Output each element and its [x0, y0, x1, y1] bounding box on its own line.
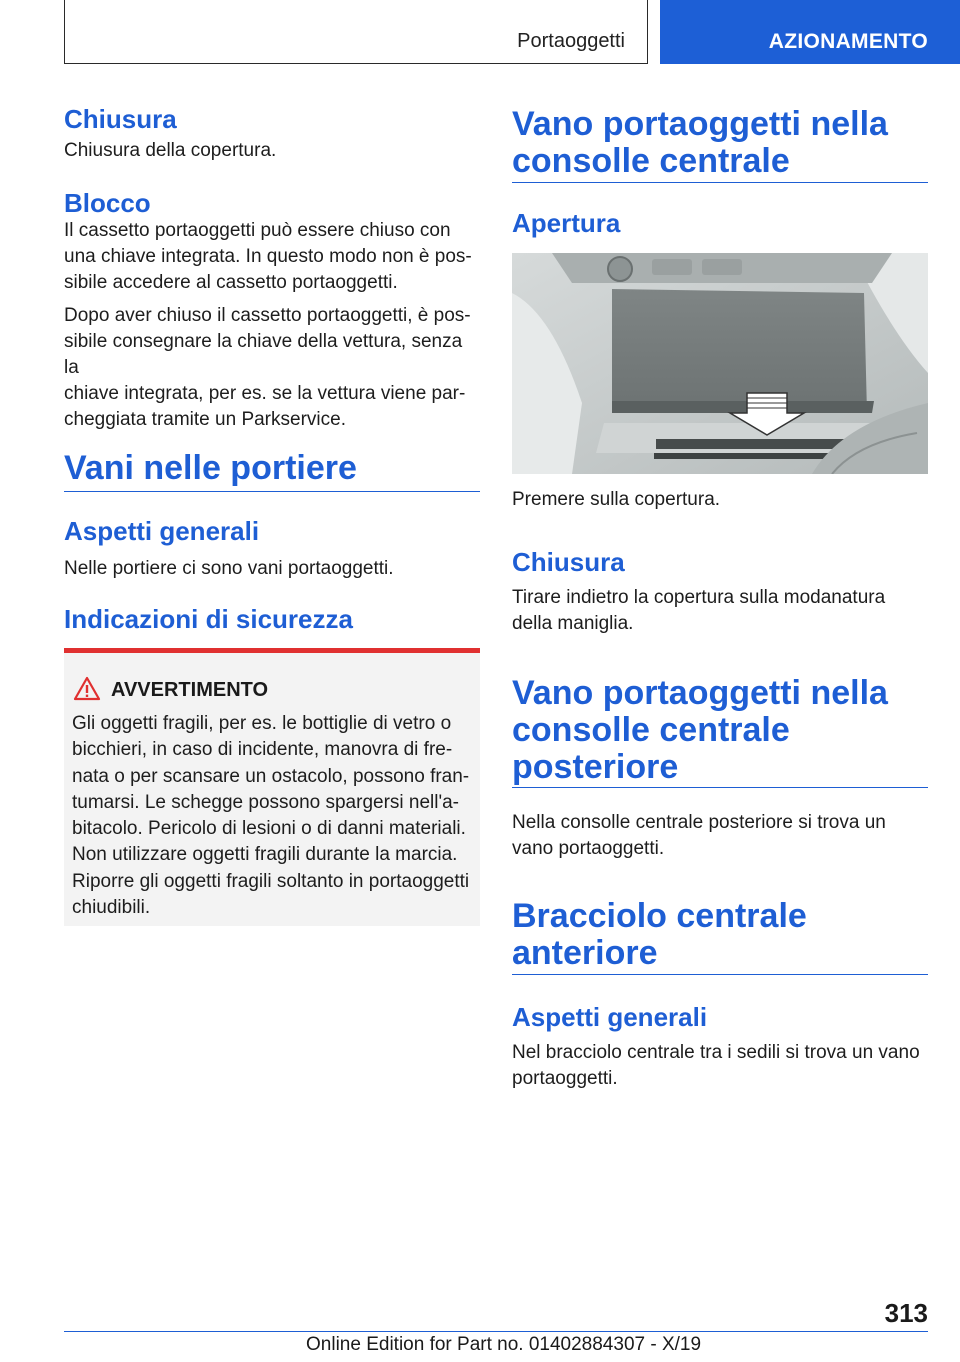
warning-triangle-icon — [73, 675, 101, 703]
heading-line: Vano portaoggetti nella — [512, 105, 888, 143]
section-rule — [512, 787, 928, 788]
left-column — [64, 104, 480, 433]
paragraph-line: chiave integrata, per es. se la vettura viene par‐ — [64, 383, 466, 404]
dopo-paragraph — [64, 303, 480, 433]
section-rule — [512, 974, 928, 975]
heading-line: consolle centrale — [512, 711, 790, 749]
paragraph-line: sibile accedere al cassetto portaoggetti. — [64, 272, 398, 293]
page-number: 313 — [884, 1298, 928, 1328]
heading-line: anteriore — [512, 934, 658, 972]
paragraph-line: una chiave integrata. In questo modo non è pos‐ — [64, 246, 472, 267]
bracciolo-heading-block — [512, 898, 928, 972]
apertura-heading: Apertura — [512, 208, 621, 238]
paragraph-line: Nella consolle centrale posteriore si trova un — [512, 812, 886, 833]
aspetti-generali-heading: Aspetti generali — [64, 516, 260, 546]
paragraph-line: Nel bracciolo centrale tra i sedili si trova un vano — [512, 1042, 920, 1063]
vani-portiere-heading: Vani nelle portiere — [64, 449, 357, 487]
section-rule — [512, 182, 928, 183]
warning-line: Riporre gli oggetti fragili soltanto in portaoggetti — [72, 870, 470, 892]
console-storage-photo — [512, 253, 928, 474]
heading-line: Bracciolo centrale — [512, 897, 807, 935]
indicazioni-heading: Indicazioni di sicurezza — [64, 604, 353, 634]
header-chapter-label: AZIONAMENTO — [768, 30, 928, 53]
aspetti-generali-text: Nelle portiere ci sono vani portaoggetti. — [64, 558, 394, 579]
chiusura-right-paragraph — [512, 585, 928, 637]
aspetti-generali-right-heading: Aspetti generali — [512, 1002, 708, 1032]
warning-line: Gli oggetti fragili, per es. le bottiglie di vetro o — [72, 713, 452, 734]
warning-line: chiudibili. — [72, 897, 151, 919]
warning-line: bicchieri, in caso di incidente, manovra di fre‐ — [72, 739, 453, 761]
paragraph-line: Il cassetto portaoggetti può essere chiuso con — [64, 220, 451, 241]
footer-edition: Online Edition for Part no. 01402884307 - X/19 — [306, 1334, 702, 1355]
chiusura-heading: Chiusura — [64, 104, 177, 134]
paragraph-line: Dopo aver chiuso il cassetto portaoggetti, è pos‐ — [64, 305, 471, 326]
warning-line: tumarsi. Le schegge possono spargersi nell'a‐ — [72, 791, 460, 813]
paragraph-line: della maniglia. — [512, 613, 634, 634]
vano-posteriore-paragraph — [512, 810, 928, 862]
warning-text — [72, 711, 476, 921]
paragraph-line: cheggiata tramite un Parkservice. — [64, 409, 346, 430]
footer-rule — [64, 1331, 928, 1332]
warning-box — [64, 648, 480, 926]
blocco-heading: Blocco — [64, 188, 151, 218]
vano-heading-block — [512, 106, 928, 180]
paragraph-line: sibile consegnare la chiave della vettura, senza la — [64, 331, 463, 378]
header-section-title: Portaoggetti — [517, 30, 625, 52]
heading-line: consolle centrale — [512, 142, 790, 180]
blocco-paragraph — [64, 218, 480, 296]
chiusura-text: Chiusura della copertura. — [64, 140, 277, 161]
heading-line: posteriore — [512, 748, 679, 786]
warning-line: nata o per scansare un ostacolo, possono fran‐ — [72, 765, 470, 787]
warning-line: bitacolo. Pericolo di lesioni o di danni materiali. — [72, 818, 466, 840]
paragraph-line: Tirare indietro la copertura sulla modanatura — [512, 587, 886, 608]
aspetti-generali-right-paragraph — [512, 1040, 928, 1092]
warning-line: Non utilizzare oggetti fragili durante la marcia. — [72, 844, 458, 866]
warning-title: AVVERTIMENTO — [111, 679, 269, 701]
paragraph-line: vano portaoggetti. — [512, 838, 665, 859]
heading-line: Vano portaoggetti nella — [512, 674, 888, 712]
section-rule — [64, 491, 480, 492]
header-chapter-tab[interactable] — [660, 0, 960, 64]
image-caption: Premere sulla copertura. — [512, 489, 721, 510]
console-illustration — [512, 253, 928, 474]
paragraph-line: portaoggetti. — [512, 1068, 618, 1089]
vano-posteriore-heading-block — [512, 675, 928, 786]
chiusura-right-heading: Chiusura — [512, 547, 625, 577]
header-section-box — [64, 0, 648, 64]
